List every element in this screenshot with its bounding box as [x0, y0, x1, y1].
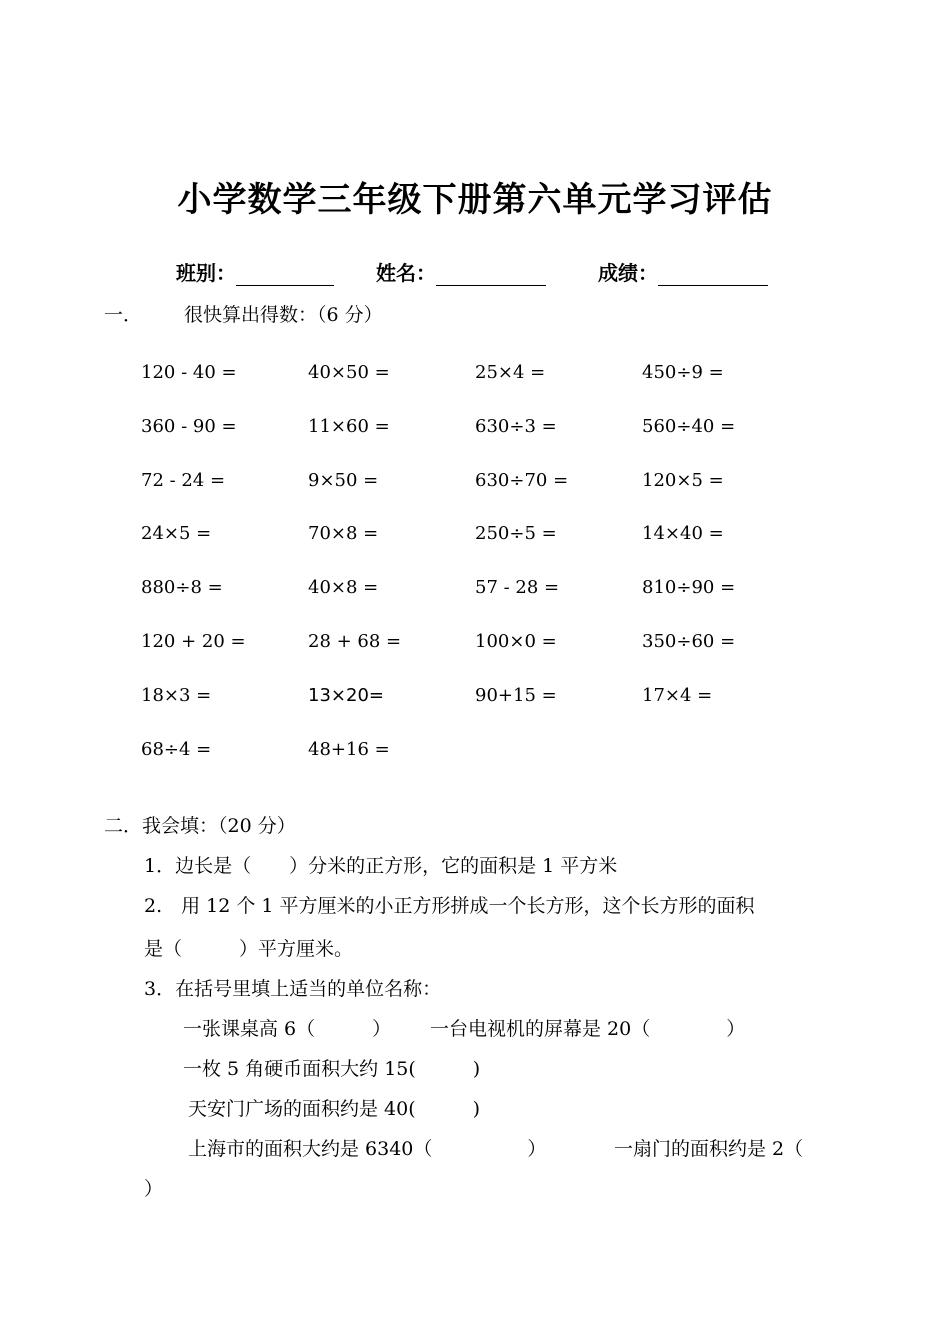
- score-field: [598, 257, 768, 286]
- page-title: 小学数学三年级下册第六单元学习评估: [177, 180, 773, 220]
- question-1: 1．边长是（ ）分米的正方形，它的面积是 1 平方米: [144, 855, 618, 877]
- equation-r7-c4: 17×4 =: [642, 684, 713, 706]
- equation-r3-c2: 9×50 =: [308, 469, 379, 491]
- equation-r7-c3: 90+15 =: [475, 684, 557, 706]
- equation-r6-c4: 350÷60 =: [642, 631, 736, 652]
- section1-number: 一．: [104, 304, 143, 326]
- equation-r7-c2: 13×20=: [308, 684, 384, 706]
- equation-r4-c1: 24×5 =: [141, 523, 212, 545]
- equation-r4-c3: 250÷5 =: [475, 523, 557, 545]
- class-field: [176, 257, 334, 286]
- name-label: 姓名：: [376, 261, 436, 285]
- equation-r5-c4: 810÷90 =: [642, 577, 736, 599]
- score-blank[interactable]: [658, 265, 768, 286]
- question-3-door: 一扇门的面积约是 2（: [614, 1138, 804, 1160]
- equation-r6-c1: 120 + 20 =: [141, 631, 246, 652]
- equation-r8-c2: 48+16 =: [308, 738, 390, 760]
- class-label: 班别：: [176, 261, 236, 285]
- equation-r3-c1: 72 - 24 =: [141, 469, 226, 491]
- equation-r2-c3: 630÷3 =: [475, 415, 557, 437]
- equation-r2-c1: 360 - 90 =: [141, 415, 237, 437]
- name-field: [376, 257, 546, 286]
- question-3-tv: 一台电视机的屏幕是 20（ ）: [430, 1018, 746, 1040]
- equation-r5-c3: 57 - 28 =: [475, 577, 560, 599]
- equation-r2-c4: 560÷40 =: [642, 415, 736, 437]
- question-3-square: 天安门广场的面积约是 40( ): [188, 1098, 481, 1120]
- section1-heading: 很快算出得数：（6 分）: [184, 304, 383, 326]
- question-3-desk: 一张课桌高 6（ ）: [183, 1018, 392, 1040]
- equation-r8-c1: 68÷4 =: [141, 738, 212, 760]
- equation-r4-c4: 14×40 =: [642, 523, 724, 545]
- equation-r1-c2: 40×50 =: [308, 362, 390, 383]
- score-label: 成绩：: [598, 261, 658, 285]
- name-blank[interactable]: [436, 265, 546, 286]
- question-3-door-close: ）: [144, 1178, 164, 1200]
- question-3-shanghai: 上海市的面积大约是 6340（ ）: [188, 1138, 547, 1160]
- equation-r3-c3: 630÷70 =: [475, 469, 569, 491]
- question-3: 3．在括号里填上适当的单位名称：: [144, 978, 442, 1000]
- equation-r1-c3: 25×4 =: [475, 362, 546, 383]
- equation-r1-c1: 120 - 40 =: [141, 362, 237, 383]
- question-2-line1: 2. 用 12 个 1 平方厘米的小正方形拼成一个长方形，这个长方形的面积: [144, 895, 755, 917]
- question-3-coin: 一枚 5 角硬币面积大约 15( ): [183, 1058, 481, 1080]
- equation-r5-c2: 40×8 =: [308, 577, 379, 599]
- equation-r1-c4: 450÷9 =: [642, 362, 724, 383]
- equation-r6-c2: 28 + 68 =: [308, 631, 402, 652]
- equation-r2-c2: 11×60 =: [308, 415, 390, 437]
- section2-heading: 二．我会填：（20 分）: [104, 815, 296, 837]
- equation-r6-c3: 100×0 =: [475, 631, 557, 652]
- equation-r4-c2: 70×8 =: [308, 523, 379, 545]
- question-2-line2: 是（ ）平方厘米。: [144, 938, 354, 960]
- equation-r5-c1: 880÷8 =: [141, 577, 223, 599]
- class-blank[interactable]: [236, 265, 334, 286]
- equation-r7-c1: 18×3 =: [141, 684, 212, 706]
- equation-r3-c4: 120×5 =: [642, 469, 724, 491]
